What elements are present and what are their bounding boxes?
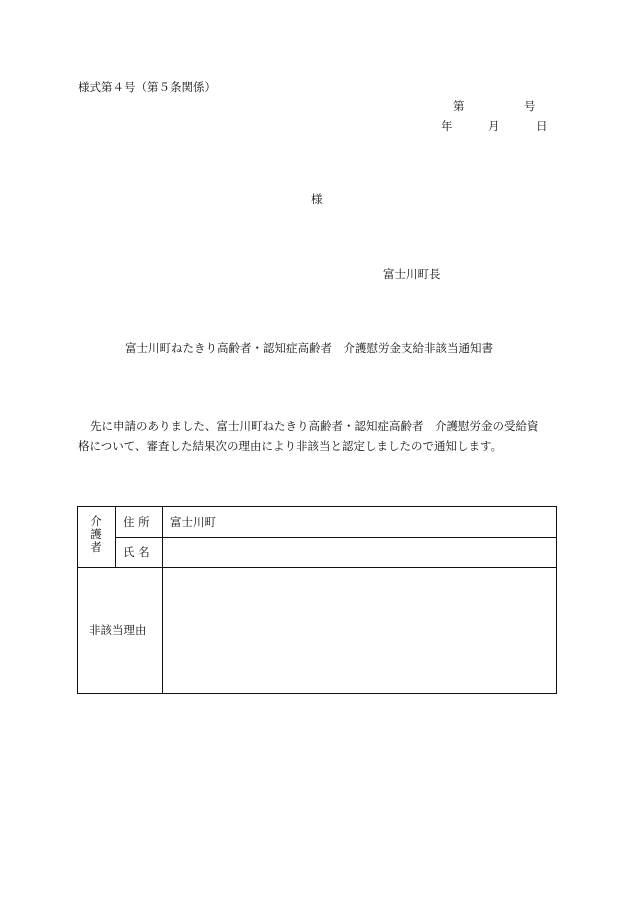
form-number: 様式第４号（第５条関係）: [78, 80, 216, 94]
info-table: [77, 506, 557, 694]
reason-label: 非該当理由: [89, 623, 147, 637]
body-text: [78, 416, 556, 456]
col-divider-caregiver: [115, 507, 116, 567]
date-year-label: 年: [441, 119, 453, 133]
date-month-label: 月: [488, 119, 500, 133]
address-label: 住 所: [123, 515, 150, 529]
document-title: 富士川町ねたきり高齢者・認知症高齢者 介護慰労金支給非該当通知書: [125, 341, 493, 355]
body-line-2: 格について、審査した結果次の理由により非該当と認定しましたので通知します。: [78, 439, 503, 453]
row-divider-caregiver-reason: [78, 567, 556, 568]
recipient-honorific: 様: [311, 192, 323, 206]
date-day-label: 日: [536, 119, 548, 133]
caregiver-label: 介護者: [90, 514, 102, 554]
col-divider-labels: [162, 507, 163, 693]
body-line-1: 先に申請のありました、富士川町ねたきり高齢者・認知症高齢者 介護慰労金の受給資: [90, 419, 539, 433]
row-divider-address-name: [115, 537, 556, 538]
issuer-name: 富士川町長: [383, 267, 441, 281]
document-number-prefix: 第: [453, 99, 465, 113]
address-value: 富士川町: [170, 515, 216, 529]
document-number-suffix: 号: [524, 99, 536, 113]
name-label: 氏 名: [123, 545, 150, 559]
